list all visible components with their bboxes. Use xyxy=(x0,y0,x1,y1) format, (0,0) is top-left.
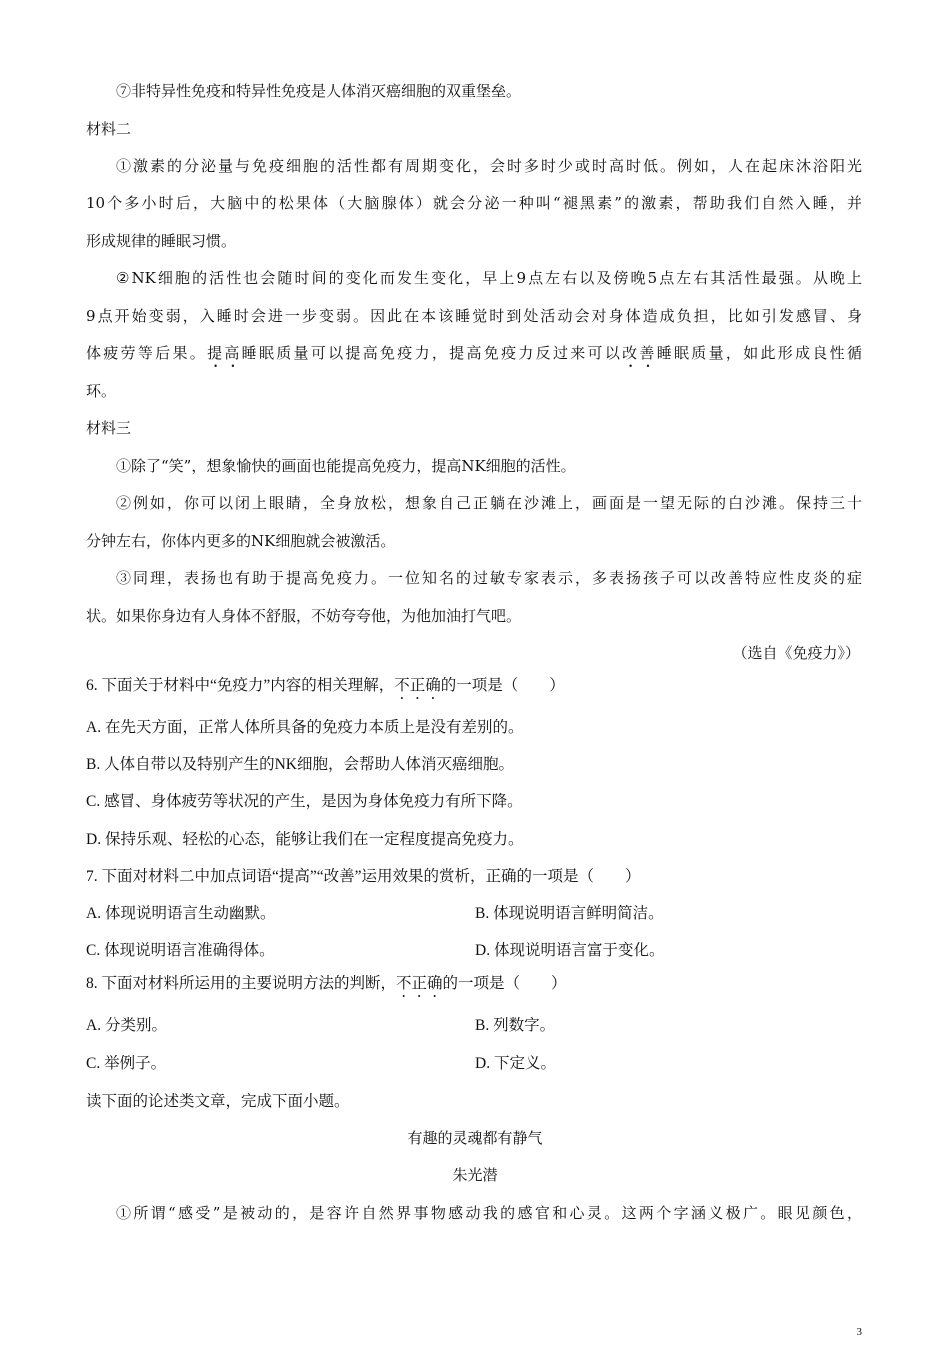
dotted-word-buzhengque: 不正确 xyxy=(396,975,443,992)
question-8-option-d: D. 下定义。 xyxy=(475,1055,556,1072)
essay-author: 朱光潜 xyxy=(452,1166,498,1184)
material1-paragraph-7: ⑦非特异性免疫和特异性免疫是人体消灭癌细胞的双重堡垒。 xyxy=(116,82,522,100)
material2-p1-line3: 形成规律的睡眠习惯。 xyxy=(86,232,237,250)
text-run: 体疲劳等后果。 xyxy=(86,344,208,362)
question-7-stem: 7. 下面对材料二中加点词语“提高”“改善”运用效果的赏析，正确的一项是（ ） xyxy=(86,868,641,885)
material3-p2-line2: 分钟左右，你体内更多的NK细胞就会被激活。 xyxy=(86,532,396,550)
reading-instruction: 读下面的论述类文章，完成下面小题。 xyxy=(86,1093,350,1110)
question-7-option-d: D. 体现说明语言富于变化。 xyxy=(475,942,665,959)
material2-p1-line1: ①激素的分泌量与免疫细胞的活性都有周期变化，会时多时少或时高时低。例如，人在起床沐浴阳光 xyxy=(116,157,862,175)
source-citation: （选自《免疫力》） xyxy=(732,644,860,662)
material2-p2-line4: 环。 xyxy=(86,382,117,400)
question-8-option-b: B. 列数字。 xyxy=(475,1017,556,1034)
material2-p2-line3 xyxy=(86,343,862,371)
question-7-option-a: A. 体现说明语言生动幽默。 xyxy=(86,905,276,922)
page-number: 3 xyxy=(856,1326,862,1338)
material2-p2-line1: ②NK细胞的活性也会随时间的变化而发生变化，早上9点左右以及傍晚5点左右其活性最强。从晚上 xyxy=(116,269,862,287)
material3-p3-line2: 状。如果你身边有人身体不舒服，不妨夸夸他，为他加油打气吧。 xyxy=(86,607,522,625)
dotted-word-buzhengque: 不正确 xyxy=(394,677,441,694)
question-6-option-b: B. 人体自带以及特别产生的NK细胞，会帮助人体消灭癌细胞。 xyxy=(86,756,514,773)
material3-p2-line1: ②例如，你可以闭上眼睛，全身放松，想象自己正躺在沙滩上，画面是一望无际的白沙滩。保持三十 xyxy=(116,494,862,512)
dotted-word-gaishan: 改善 xyxy=(622,344,657,362)
text-run: 8. 下面对材料所运用的主要说明方法的判断， xyxy=(86,975,397,992)
material3-p3-line1: ③同理，表扬也有助于提高免疫力。一位知名的过敏专家表示，多表扬孩子可以改善特应性皮炎的症 xyxy=(116,569,862,587)
question-6-stem xyxy=(86,676,862,703)
text-run: 的一项是（ ） xyxy=(440,677,565,694)
text-run: 的一项是（ ） xyxy=(442,975,567,992)
material3-p1: ①除了“笑”，想象愉快的画面也能提高免疫力，提高NK细胞的活性。 xyxy=(116,457,576,475)
question-7-option-c: C. 体现说明语言准确得体。 xyxy=(86,942,275,959)
text-run: 睡眠质量可以提高免疫力，提高免疫力反过来可以 xyxy=(241,344,623,362)
question-6-option-a: A. 在先天方面，正常人体所具备的免疫力本质上是没有差别的。 xyxy=(86,719,524,736)
text-run: 睡眠质量，如此形成良性循 xyxy=(656,344,862,362)
question-8-stem xyxy=(86,974,862,1001)
question-6-option-d: D. 保持乐观、轻松的心态，能够让我们在一定程度提高免疫力。 xyxy=(86,831,524,848)
material2-p2-line2: 9点开始变弱，入睡时会进一步变弱。因此在本该睡觉时到处活动会对身体造成负担，比如引发感冒、身 xyxy=(86,307,862,325)
essay-title: 有趣的灵魂都有静气 xyxy=(407,1129,543,1147)
dotted-word-tigao: 提高 xyxy=(207,344,242,362)
material3-heading: 材料三 xyxy=(86,419,132,437)
question-8-option-a: A. 分类别。 xyxy=(86,1017,167,1034)
question-6-option-c: C. 感冒、身体疲劳等状况的产生，是因为身体免疫力有所下降。 xyxy=(86,793,523,810)
question-7-option-b: B. 体现说明语言鲜明简洁。 xyxy=(475,905,664,922)
essay-paragraph-1: ①所谓“感受”是被动的，是容许自然界事物感动我的感官和心灵。这两个字涵义极广。眼见颜色， xyxy=(116,1204,862,1222)
text-run: 6. 下面关于材料中“免疫力”内容的相关理解， xyxy=(86,677,395,694)
material2-p1-line2: 10个多小时后，大脑中的松果体（大脑腺体）就会分泌一种叫“褪黑素”的激素，帮助我们自然入睡，并 xyxy=(86,194,862,212)
material2-heading: 材料二 xyxy=(86,120,132,138)
question-8-option-c: C. 举例子。 xyxy=(86,1055,167,1072)
